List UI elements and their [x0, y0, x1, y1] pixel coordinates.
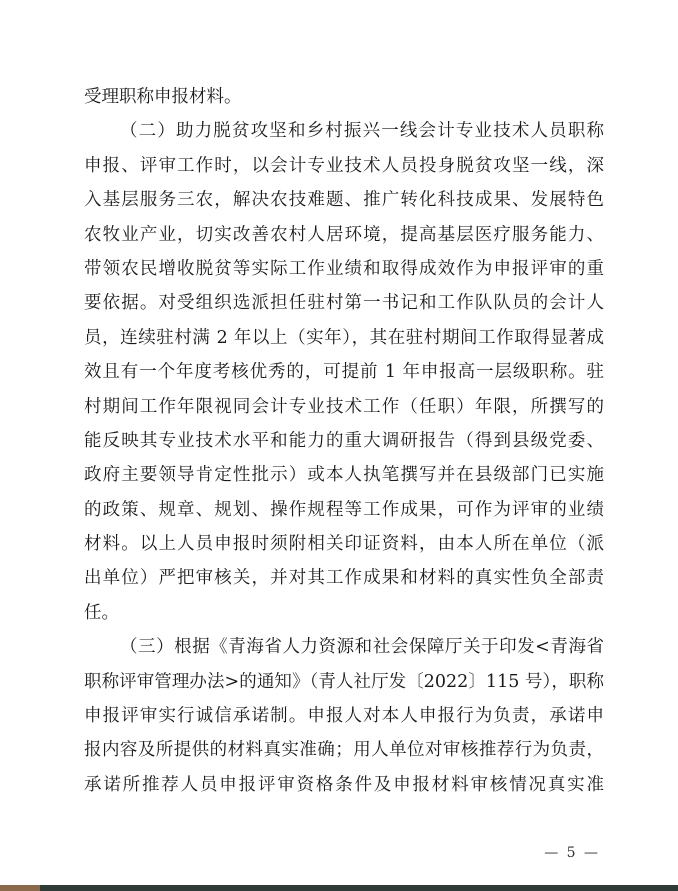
text-line: 要依据。对受组织选派担任驻村第一书记和工作队队员的会计人 [84, 293, 604, 314]
text-line: 农牧业产业，切实改善农村人居环境，提高基层医疗服务能力、 [84, 224, 604, 245]
text-line: 申报、评审工作时，以会计专业技术人员投身脱贫攻坚一线，深 [84, 155, 604, 176]
text-line: 承诺所推荐人员申报评审资格条件及申报材料审核情况真实准 [84, 774, 604, 795]
text-line: 的政策、规章、规划、操作规程等工作成果，可作为评审的业绩 [84, 499, 604, 520]
text-line: 职称评审管理办法>的通知》（青人社厅发〔2022〕115 号），职称 [84, 671, 604, 692]
text-line: 带领农民增收脱贫等实际工作业绩和取得成效作为申报评审的重 [84, 258, 604, 279]
text-line: 效且有一个年度考核优秀的，可提前 1 年申报高一层级职称。驻 [84, 362, 604, 383]
text-line: （三）根据《青海省人力资源和社会保障厅关于印发<青海省 [120, 637, 604, 658]
text-line: 员，连续驻村满 2 年以上（实年），其在驻村期间工作取得显著成 [84, 327, 604, 348]
page-number: — 5 — [544, 845, 600, 861]
text-line: 材料。以上人员申报时须附相关印证资料，由本人所在单位（派 [84, 534, 604, 555]
text-line: 入基层服务三农，解决农技难题、推广转化科技成果、发展特色 [84, 190, 604, 211]
text-line: 报内容及所提供的材料真实准确；用人单位对审核推荐行为负责， [84, 740, 604, 761]
text-line: 村期间工作年限视同会计专业技术工作（任职）年限，所撰写的 [84, 396, 604, 417]
text-line: 受理职称申报材料。 [84, 87, 242, 107]
text-line: 能反映其专业技术水平和能力的重大调研报告（得到县级党委、 [84, 430, 604, 451]
text-line: 任。 [84, 602, 119, 623]
body-text [84, 80, 604, 802]
bottom-border-bar [0, 885, 678, 891]
text-line: 出单位）严把审核关，并对其工作成果和材料的真实性负全部责 [84, 568, 604, 589]
text-line: 申报评审实行诚信承诺制。申报人对本人申报行为负责，承诺申 [84, 706, 604, 727]
text-line: （二）助力脱贫攻坚和乡村振兴一线会计专业技术人员职称 [120, 121, 604, 142]
text-line: 政府主要领导肯定性批示）或本人执笔撰写并在县级部门已实施 [84, 465, 604, 486]
